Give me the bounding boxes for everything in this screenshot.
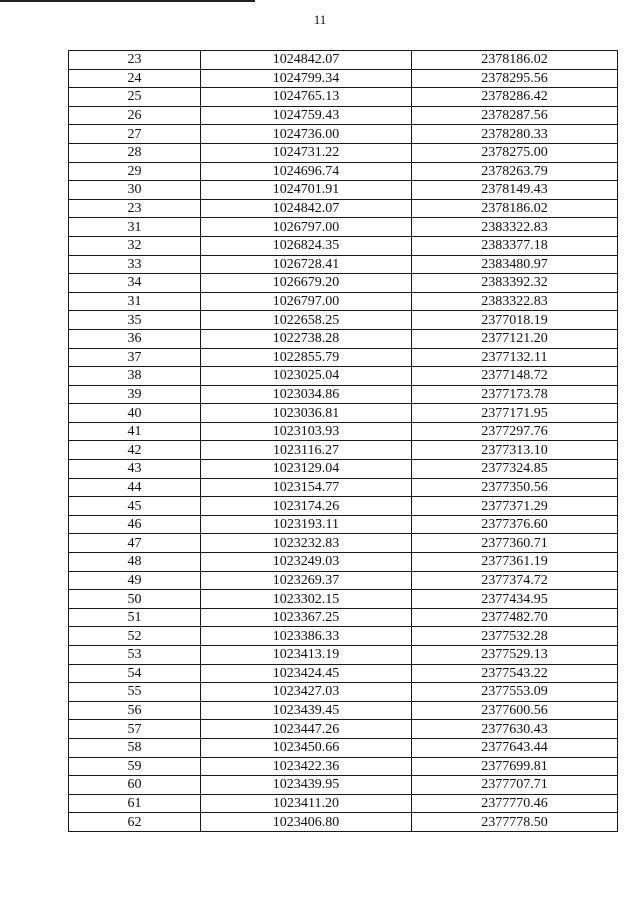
table-row (69, 738, 618, 757)
point-number-cell: 28 (69, 143, 201, 162)
table-row (69, 813, 618, 832)
point-number-cell: 48 (69, 553, 201, 572)
x-coordinate-cell: 1023406.80 (201, 813, 412, 832)
y-coordinate-cell: 2377543.22 (412, 664, 618, 683)
table-row (69, 515, 618, 534)
y-coordinate-cell: 2377350.56 (412, 478, 618, 497)
x-coordinate-cell: 1023427.03 (201, 683, 412, 702)
x-coordinate-cell: 1023034.86 (201, 385, 412, 404)
x-coordinate-cell: 1026797.00 (201, 292, 412, 311)
y-coordinate-cell: 2383392.32 (412, 274, 618, 293)
table-row (69, 404, 618, 423)
x-coordinate-cell: 1023424.45 (201, 664, 412, 683)
point-number-cell: 53 (69, 646, 201, 665)
x-coordinate-cell: 1023447.26 (201, 720, 412, 739)
y-coordinate-cell: 2377173.78 (412, 385, 618, 404)
x-coordinate-cell: 1023036.81 (201, 404, 412, 423)
x-coordinate-cell: 1024701.91 (201, 181, 412, 200)
point-number-cell: 62 (69, 813, 201, 832)
table-row (69, 88, 618, 107)
x-coordinate-cell: 1022658.25 (201, 311, 412, 330)
table-row (69, 181, 618, 200)
y-coordinate-cell: 2378295.56 (412, 69, 618, 88)
x-coordinate-cell: 1026824.35 (201, 236, 412, 255)
y-coordinate-cell: 2377778.50 (412, 813, 618, 832)
y-coordinate-cell: 2377297.76 (412, 422, 618, 441)
point-number-cell: 51 (69, 608, 201, 627)
x-coordinate-cell: 1023411.20 (201, 794, 412, 813)
x-coordinate-cell: 1023116.27 (201, 441, 412, 460)
x-coordinate-cell: 1026679.20 (201, 274, 412, 293)
point-number-cell: 32 (69, 236, 201, 255)
table-row (69, 255, 618, 274)
table-row (69, 274, 618, 293)
y-coordinate-cell: 2378186.02 (412, 199, 618, 218)
x-coordinate-cell: 1023439.45 (201, 701, 412, 720)
table-row (69, 701, 618, 720)
table-row (69, 348, 618, 367)
point-number-cell: 38 (69, 367, 201, 386)
y-coordinate-cell: 2383480.97 (412, 255, 618, 274)
table-row (69, 199, 618, 218)
y-coordinate-cell: 2377360.71 (412, 534, 618, 553)
table-row (69, 776, 618, 795)
point-number-cell: 36 (69, 329, 201, 348)
x-coordinate-cell: 1024731.22 (201, 143, 412, 162)
point-number-cell: 55 (69, 683, 201, 702)
y-coordinate-cell: 2377553.09 (412, 683, 618, 702)
x-coordinate-cell: 1023249.03 (201, 553, 412, 572)
table-row (69, 385, 618, 404)
x-coordinate-cell: 1022738.28 (201, 329, 412, 348)
x-coordinate-cell: 1023439.95 (201, 776, 412, 795)
point-number-cell: 57 (69, 720, 201, 739)
y-coordinate-cell: 2383322.83 (412, 218, 618, 237)
point-number-cell: 37 (69, 348, 201, 367)
y-coordinate-cell: 2377371.29 (412, 497, 618, 516)
y-coordinate-cell: 2378149.43 (412, 181, 618, 200)
y-coordinate-cell: 2377600.56 (412, 701, 618, 720)
coordinates-table-body (69, 51, 618, 832)
table-row (69, 69, 618, 88)
table-row (69, 422, 618, 441)
y-coordinate-cell: 2377770.46 (412, 794, 618, 813)
table-row (69, 441, 618, 460)
table-row (69, 218, 618, 237)
y-coordinate-cell: 2377121.20 (412, 329, 618, 348)
x-coordinate-cell: 1024799.34 (201, 69, 412, 88)
x-coordinate-cell: 1024842.07 (201, 51, 412, 70)
point-number-cell: 45 (69, 497, 201, 516)
x-coordinate-cell: 1023422.36 (201, 757, 412, 776)
y-coordinate-cell: 2377324.85 (412, 460, 618, 479)
point-number-cell: 44 (69, 478, 201, 497)
table-row (69, 664, 618, 683)
table-row (69, 534, 618, 553)
table-row (69, 125, 618, 144)
table-row (69, 627, 618, 646)
x-coordinate-cell: 1023413.19 (201, 646, 412, 665)
point-number-cell: 56 (69, 701, 201, 720)
table-row (69, 478, 618, 497)
point-number-cell: 49 (69, 571, 201, 590)
y-coordinate-cell: 2383377.18 (412, 236, 618, 255)
point-number-cell: 30 (69, 181, 201, 200)
table-row (69, 553, 618, 572)
y-coordinate-cell: 2377171.95 (412, 404, 618, 423)
point-number-cell: 47 (69, 534, 201, 553)
point-number-cell: 60 (69, 776, 201, 795)
y-coordinate-cell: 2378275.00 (412, 143, 618, 162)
y-coordinate-cell: 2377132.11 (412, 348, 618, 367)
y-coordinate-cell: 2377707.71 (412, 776, 618, 795)
y-coordinate-cell: 2377374.72 (412, 571, 618, 590)
x-coordinate-cell: 1023174.26 (201, 497, 412, 516)
y-coordinate-cell: 2383322.83 (412, 292, 618, 311)
x-coordinate-cell: 1026797.00 (201, 218, 412, 237)
table-row (69, 590, 618, 609)
y-coordinate-cell: 2377643.44 (412, 738, 618, 757)
x-coordinate-cell: 1023232.83 (201, 534, 412, 553)
table-row (69, 51, 618, 70)
y-coordinate-cell: 2377529.13 (412, 646, 618, 665)
y-coordinate-cell: 2378287.56 (412, 106, 618, 125)
table-row (69, 460, 618, 479)
y-coordinate-cell: 2377699.81 (412, 757, 618, 776)
point-number-cell: 33 (69, 255, 201, 274)
table-row (69, 757, 618, 776)
point-number-cell: 35 (69, 311, 201, 330)
table-row (69, 236, 618, 255)
y-coordinate-cell: 2378286.42 (412, 88, 618, 107)
y-coordinate-cell: 2377361.19 (412, 553, 618, 572)
point-number-cell: 42 (69, 441, 201, 460)
table-row (69, 367, 618, 386)
x-coordinate-cell: 1023269.37 (201, 571, 412, 590)
point-number-cell: 25 (69, 88, 201, 107)
point-number-cell: 59 (69, 757, 201, 776)
y-coordinate-cell: 2377313.10 (412, 441, 618, 460)
point-number-cell: 50 (69, 590, 201, 609)
page-number: 11 (313, 12, 327, 27)
point-number-cell: 40 (69, 404, 201, 423)
table-row (69, 106, 618, 125)
x-coordinate-cell: 1024842.07 (201, 199, 412, 218)
point-number-cell: 34 (69, 274, 201, 293)
table-row (69, 311, 618, 330)
y-coordinate-cell: 2378186.02 (412, 51, 618, 70)
x-coordinate-cell: 1024696.74 (201, 162, 412, 181)
y-coordinate-cell: 2377532.28 (412, 627, 618, 646)
table-row (69, 720, 618, 739)
table-row (69, 162, 618, 181)
table-row (69, 497, 618, 516)
y-coordinate-cell: 2377376.60 (412, 515, 618, 534)
x-coordinate-cell: 1024736.00 (201, 125, 412, 144)
point-number-cell: 27 (69, 125, 201, 144)
point-number-cell: 43 (69, 460, 201, 479)
point-number-cell: 46 (69, 515, 201, 534)
y-coordinate-cell: 2378280.33 (412, 125, 618, 144)
point-number-cell: 41 (69, 422, 201, 441)
coordinates-table (68, 50, 618, 832)
x-coordinate-cell: 1023302.15 (201, 590, 412, 609)
y-coordinate-cell: 2377482.70 (412, 608, 618, 627)
table-row (69, 292, 618, 311)
point-number-cell: 23 (69, 51, 201, 70)
table-row (69, 608, 618, 627)
x-coordinate-cell: 1023103.93 (201, 422, 412, 441)
table-row (69, 683, 618, 702)
x-coordinate-cell: 1023129.04 (201, 460, 412, 479)
point-number-cell: 26 (69, 106, 201, 125)
point-number-cell: 24 (69, 69, 201, 88)
x-coordinate-cell: 1024765.13 (201, 88, 412, 107)
point-number-cell: 52 (69, 627, 201, 646)
table-row (69, 571, 618, 590)
y-coordinate-cell: 2377434.95 (412, 590, 618, 609)
y-coordinate-cell: 2377148.72 (412, 367, 618, 386)
x-coordinate-cell: 1023193.11 (201, 515, 412, 534)
table-row (69, 646, 618, 665)
point-number-cell: 61 (69, 794, 201, 813)
x-coordinate-cell: 1023154.77 (201, 478, 412, 497)
x-coordinate-cell: 1023367.25 (201, 608, 412, 627)
point-number-cell: 29 (69, 162, 201, 181)
x-coordinate-cell: 1023386.33 (201, 627, 412, 646)
point-number-cell: 39 (69, 385, 201, 404)
y-coordinate-cell: 2377630.43 (412, 720, 618, 739)
point-number-cell: 58 (69, 738, 201, 757)
point-number-cell: 31 (69, 218, 201, 237)
table-row (69, 329, 618, 348)
x-coordinate-cell: 1022855.79 (201, 348, 412, 367)
x-coordinate-cell: 1023450.66 (201, 738, 412, 757)
top-rule (0, 0, 255, 2)
y-coordinate-cell: 2377018.19 (412, 311, 618, 330)
table-row (69, 143, 618, 162)
point-number-cell: 23 (69, 199, 201, 218)
x-coordinate-cell: 1026728.41 (201, 255, 412, 274)
y-coordinate-cell: 2378263.79 (412, 162, 618, 181)
point-number-cell: 54 (69, 664, 201, 683)
table-row (69, 794, 618, 813)
point-number-cell: 31 (69, 292, 201, 311)
x-coordinate-cell: 1023025.04 (201, 367, 412, 386)
x-coordinate-cell: 1024759.43 (201, 106, 412, 125)
